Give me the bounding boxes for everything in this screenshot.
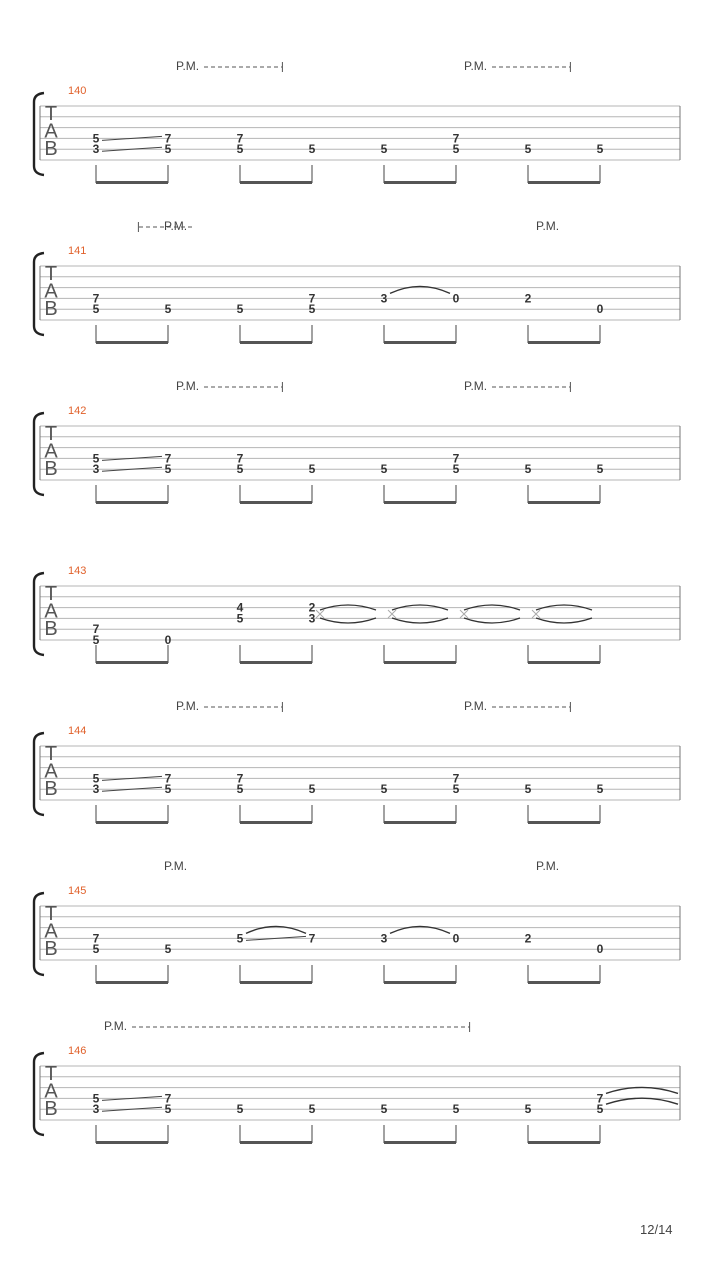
rhythm-beam xyxy=(96,181,168,184)
fret-number: 0 xyxy=(452,931,460,946)
fret-number: 5 xyxy=(236,142,244,157)
tab-clef-letter: T xyxy=(44,102,58,125)
tab-clef-letter: A xyxy=(44,920,58,943)
fret-number: 3 xyxy=(92,1102,100,1117)
tab-system xyxy=(34,565,680,664)
fret-number: 5 xyxy=(452,462,460,477)
tab-system xyxy=(34,699,680,824)
tab-clef-letter: T xyxy=(44,422,58,445)
fret-number: 5 xyxy=(524,1102,532,1117)
tab-clef-letter: B xyxy=(44,778,58,801)
system-bracket xyxy=(34,93,44,175)
tab-clef-letter: A xyxy=(44,760,58,783)
rhythm-beam xyxy=(240,1141,312,1144)
tab-clef-letter: B xyxy=(44,138,58,161)
measure-number: 142 xyxy=(68,405,87,417)
tab-clef-letter: A xyxy=(44,280,58,303)
measure-number: 145 xyxy=(68,885,87,897)
system-bracket xyxy=(34,413,44,495)
palm-mute-label: P.M. xyxy=(536,219,560,233)
tab-system xyxy=(34,59,680,184)
fret-number: 5 xyxy=(164,302,172,317)
page-number: 12/14 xyxy=(640,1222,673,1237)
fret-number: 5 xyxy=(92,771,100,786)
fret-number: 3 xyxy=(92,782,100,797)
tab-clef-letter: T xyxy=(44,902,58,925)
measure-number: 146 xyxy=(68,1045,87,1057)
palm-mute-label: P.M. xyxy=(464,699,488,713)
fret-number: 5 xyxy=(452,142,460,157)
fret-number: 5 xyxy=(92,302,100,317)
fret-number: 0 xyxy=(452,291,460,306)
tab-clef-letter: T xyxy=(44,262,58,285)
fret-number: 7 xyxy=(164,451,172,466)
palm-mute-label: P.M. xyxy=(104,1019,128,1033)
tab-clef-letter: B xyxy=(44,458,58,481)
fret-number: 5 xyxy=(92,942,100,957)
fret-number: 3 xyxy=(92,142,100,157)
fret-number: 5 xyxy=(596,142,604,157)
rhythm-beam xyxy=(384,981,456,984)
palm-mute-label: P.M. xyxy=(536,859,560,873)
fret-number: 5 xyxy=(596,1102,604,1117)
tab-clef-letter: B xyxy=(44,618,58,641)
palm-mute-label: P.M. xyxy=(176,379,200,393)
fret-number: 7 xyxy=(308,291,316,306)
tab-system xyxy=(34,859,680,984)
fret-number: 5 xyxy=(308,142,316,157)
rhythm-beam xyxy=(528,1141,600,1144)
rhythm-beam xyxy=(528,181,600,184)
rhythm-beam xyxy=(96,341,168,344)
fret-number: 5 xyxy=(596,782,604,797)
rhythm-beam xyxy=(240,821,312,824)
rhythm-beam xyxy=(384,1141,456,1144)
measure-number: 144 xyxy=(68,725,87,737)
fret-number: 0 xyxy=(596,942,604,957)
rhythm-beam xyxy=(528,821,600,824)
rhythm-beam xyxy=(96,501,168,504)
fret-number: 7 xyxy=(236,131,244,146)
tab-clef-letter: A xyxy=(44,1080,58,1103)
rhythm-beam xyxy=(528,501,600,504)
tab-clef-letter: A xyxy=(44,120,58,143)
rhythm-beam xyxy=(384,341,456,344)
fret-number: 5 xyxy=(524,142,532,157)
fret-number: 5 xyxy=(380,462,388,477)
fret-number: 0 xyxy=(164,633,172,647)
palm-mute-label: P.M. xyxy=(176,699,200,713)
fret-number: 4 xyxy=(236,600,244,615)
measure-number: 140 xyxy=(68,85,87,97)
fret-number: 5 xyxy=(92,633,100,647)
rhythm-beam xyxy=(384,821,456,824)
fret-number: 5 xyxy=(164,1102,172,1117)
rhythm-beam xyxy=(240,181,312,184)
measure-number: 141 xyxy=(68,245,87,257)
fret-number: 7 xyxy=(236,771,244,786)
rhythm-beam xyxy=(384,181,456,184)
fret-number: 7 xyxy=(164,1091,172,1106)
tab-system xyxy=(34,219,680,344)
fret-number: 5 xyxy=(164,462,172,477)
fret-number: 2 xyxy=(524,931,532,946)
fret-number: 5 xyxy=(308,1102,316,1117)
fret-number: 5 xyxy=(92,1091,100,1106)
fret-number: 7 xyxy=(452,131,460,146)
fret-number: 5 xyxy=(236,931,244,946)
tie-arc xyxy=(606,1087,678,1093)
fret-number: 3 xyxy=(380,291,388,306)
tab-clef-letter: T xyxy=(44,582,58,605)
fret-number: 7 xyxy=(452,451,460,466)
tie-arc xyxy=(606,1098,678,1104)
tab-clef-letter: A xyxy=(44,440,58,463)
fret-number: 5 xyxy=(236,611,244,626)
palm-mute-label: P.M. xyxy=(164,219,188,233)
palm-mute-label: P.M. xyxy=(164,859,188,873)
rhythm-beam xyxy=(240,981,312,984)
tab-system xyxy=(34,1019,680,1144)
system-bracket xyxy=(34,893,44,975)
measure-number: 143 xyxy=(68,565,87,577)
rhythm-beam xyxy=(384,501,456,504)
palm-mute-label: P.M. xyxy=(176,59,200,73)
tab-clef-letter: T xyxy=(44,1062,58,1085)
fret-number: 7 xyxy=(164,771,172,786)
rhythm-beam xyxy=(528,341,600,344)
system-bracket xyxy=(34,253,44,335)
rhythm-beam xyxy=(96,981,168,984)
fret-number: 7 xyxy=(596,1091,604,1106)
fret-number: 2 xyxy=(308,600,316,615)
fret-number: 5 xyxy=(236,462,244,477)
fret-number: 5 xyxy=(380,142,388,157)
fret-number: 5 xyxy=(452,782,460,797)
rhythm-beam xyxy=(384,661,456,664)
fret-number: 2 xyxy=(524,291,532,306)
rhythm-beam xyxy=(240,661,312,664)
fret-number: 7 xyxy=(452,771,460,786)
tab-clef-letter: B xyxy=(44,1098,58,1121)
rhythm-beam xyxy=(240,501,312,504)
fret-number: 5 xyxy=(92,451,100,466)
fret-number: 7 xyxy=(164,131,172,146)
tab-clef-letter: B xyxy=(44,298,58,321)
fret-number: 7 xyxy=(92,622,100,637)
fret-number: 5 xyxy=(164,782,172,797)
fret-number: 5 xyxy=(92,131,100,146)
rhythm-beam xyxy=(96,661,168,664)
fret-number: 5 xyxy=(596,462,604,477)
rhythm-beam xyxy=(528,981,600,984)
rhythm-beam xyxy=(96,821,168,824)
fret-number: 5 xyxy=(308,782,316,797)
rhythm-beam xyxy=(96,1141,168,1144)
palm-mute-label: P.M. xyxy=(464,59,488,73)
fret-number: 5 xyxy=(236,302,244,317)
fret-number: 5 xyxy=(164,942,172,957)
fret-number: 5 xyxy=(380,1102,388,1117)
fret-number: 3 xyxy=(92,462,100,477)
fret-number: 5 xyxy=(236,1102,244,1117)
system-bracket xyxy=(34,573,44,655)
palm-mute-label: P.M. xyxy=(464,379,488,393)
fret-number: 5 xyxy=(452,1102,460,1117)
fret-number: 7 xyxy=(236,451,244,466)
fret-number: 5 xyxy=(524,782,532,797)
rhythm-beam xyxy=(240,341,312,344)
fret-number: 7 xyxy=(92,291,100,306)
rhythm-beam xyxy=(528,661,600,664)
tab-clef-letter: A xyxy=(44,600,58,623)
fret-number: 5 xyxy=(236,782,244,797)
fret-number: 7 xyxy=(308,931,316,946)
tab-clef-letter: T xyxy=(44,742,58,765)
tab-clef-letter: B xyxy=(44,938,58,961)
fret-number: 3 xyxy=(380,931,388,946)
tab-system xyxy=(34,379,680,504)
fret-number: 0 xyxy=(596,302,604,317)
fret-number: 3 xyxy=(308,611,316,626)
fret-number: 5 xyxy=(380,782,388,797)
fret-number: 5 xyxy=(524,462,532,477)
fret-number: 7 xyxy=(92,931,100,946)
fret-number: 5 xyxy=(308,462,316,477)
fret-number: 5 xyxy=(308,302,316,317)
fret-number: 5 xyxy=(164,142,172,157)
system-bracket xyxy=(34,1053,44,1135)
system-bracket xyxy=(34,733,44,815)
